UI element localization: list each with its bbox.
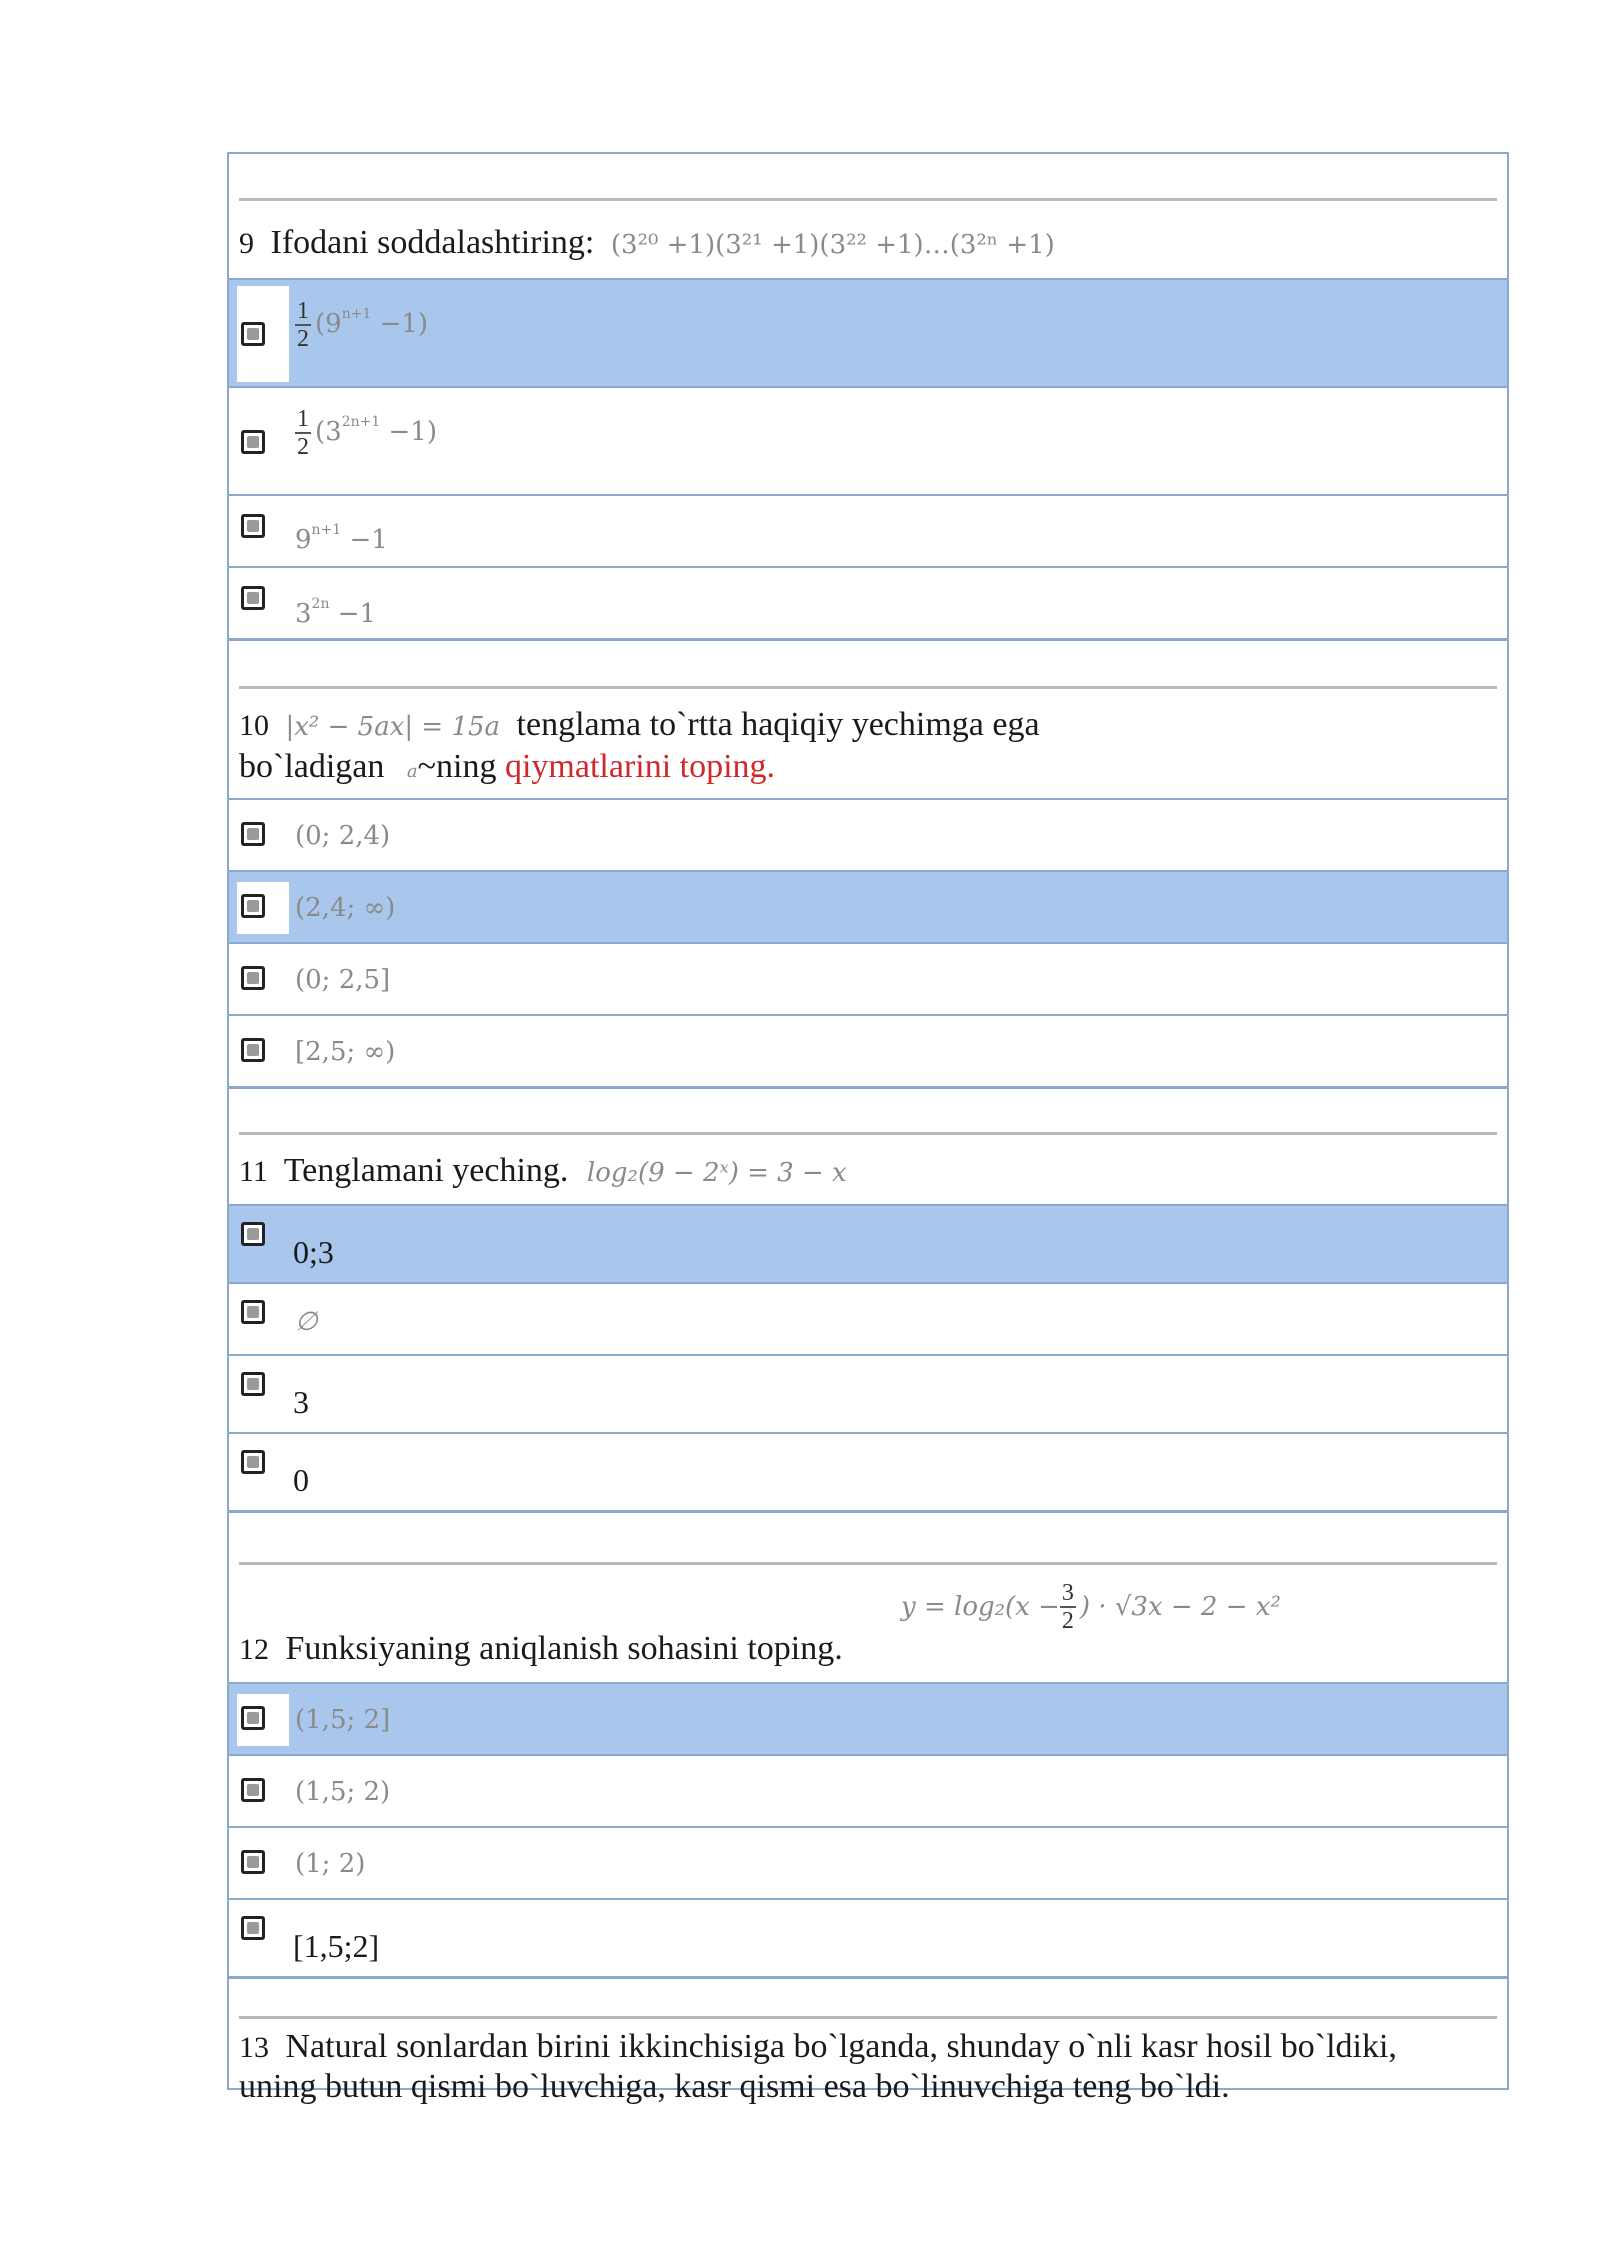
question-10-option-1[interactable]: (0; 2,4) (229, 798, 1507, 870)
radio-icon[interactable] (241, 1038, 265, 1062)
radio-icon[interactable] (241, 430, 265, 454)
question-divider (239, 1562, 1497, 1565)
question-11-text: 11 Tenglamani yeching. log₂(9 − 2ˣ) = 3 − x (239, 1152, 847, 1189)
question-9-option-1[interactable]: $\frac{1}{2}$ $(9^{n+1} -1)$ (229, 278, 1507, 386)
question-12-option-3[interactable]: (1; 2) (229, 1826, 1507, 1898)
test-sheet: 9 Ifodani soddalashtiring: (3²⁰ +1)(3²¹ +1)(3²² +1)…(3²ⁿ +1) $\frac{1}{2}$ $(9^{n+1} -1)$ $\frac{1}{2}$ $(3^{2n+1} -1)$ $9^{n+1} -1$ $3^{2n} -1$ 10 |x² − 5ax| = 15a tenglama to`rtta haqiqiy yechimga ega bo`ladigan a~ning qiymatlarini toping. (0; 2,4) (2,4; ∞) (0; 2,5] [2,5; ∞) 11 Tenglamani yeching. log₂(9 − 2ˣ) = 3 − x 0;3 ∅ 3 0 12 Funksiyaning aniqlanish sohasini toping. y = log₂(x − $\frac{3}{2}$ ) · √3x − 2 − x² (1,5; 2] (1,5; 2) (1; 2) [1,5;2] 13 Natural sonlardan birini ikkinchisiga bo`lganda, shunday o`nli kasr hosil bo`ldiki, uning butun qismi bo`luvchiga, kasr qismi esa bo`linuvchiga teng bo`ldi. (227, 152, 1509, 2090)
question-9-option-3[interactable]: $9^{n+1} -1$ (229, 494, 1507, 566)
question-12-text: 12 Funksiyaning aniqlanish sohasini toping. (239, 1630, 843, 1667)
question-separator (229, 1510, 1507, 1513)
question-divider (239, 198, 1497, 201)
question-9-option-4[interactable]: $3^{2n} -1$ (229, 566, 1507, 638)
question-12-formula: y = log₂(x − $\frac{3}{2}$ ) · √3x − 2 − x² (901, 1580, 1281, 1634)
question-separator (229, 638, 1507, 641)
radio-icon[interactable] (241, 1778, 265, 1802)
question-12-option-1[interactable]: (1,5; 2] (229, 1682, 1507, 1754)
question-10-formula: |x² − 5ax| = 15a (285, 712, 501, 742)
question-9-formula: (3²⁰ +1)(3²¹ +1)(3²² +1)…(3²ⁿ +1) (610, 230, 1055, 260)
question-divider (239, 686, 1497, 689)
radio-icon[interactable] (241, 1916, 265, 1940)
question-9-text: 9 Ifodani soddalashtiring: (3²⁰ +1)(3²¹ +1)(3²² +1)…(3²ⁿ +1) (239, 224, 1055, 261)
question-10-text: 10 |x² − 5ax| = 15a tenglama to`rtta haqiqiy yechimga ega (239, 706, 1040, 743)
radio-icon[interactable] (241, 514, 265, 538)
radio-icon[interactable] (241, 1450, 265, 1474)
radio-icon[interactable] (241, 1222, 265, 1246)
radio-icon[interactable] (241, 1706, 265, 1730)
radio-icon[interactable] (241, 966, 265, 990)
radio-icon[interactable] (241, 894, 265, 918)
question-11-option-4[interactable]: 0 (229, 1432, 1507, 1510)
radio-icon[interactable] (241, 1300, 265, 1324)
radio-icon[interactable] (241, 322, 265, 346)
radio-icon[interactable] (241, 822, 265, 846)
question-13-text: 13 Natural sonlardan birini ikkinchisiga bo`lganda, shunday o`nli kasr hosil bo`ldiki, (239, 2028, 1397, 2065)
question-9-option-2[interactable]: $\frac{1}{2}$ $(3^{2n+1} -1)$ (229, 386, 1507, 494)
question-separator (229, 1976, 1507, 1979)
question-12-option-4[interactable]: [1,5;2] (229, 1898, 1507, 1976)
question-11-option-3[interactable]: 3 (229, 1354, 1507, 1432)
question-11-formula: log₂(9 − 2ˣ) = 3 − x (586, 1158, 847, 1188)
question-12-option-2[interactable]: (1,5; 2) (229, 1754, 1507, 1826)
question-separator (229, 1086, 1507, 1089)
question-11-option-1[interactable]: 0;3 (229, 1204, 1507, 1282)
question-10-option-3[interactable]: (0; 2,5] (229, 942, 1507, 1014)
question-divider (239, 1132, 1497, 1135)
question-10-option-4[interactable]: [2,5; ∞) (229, 1014, 1507, 1086)
radio-icon[interactable] (241, 1372, 265, 1396)
radio-icon[interactable] (241, 1850, 265, 1874)
radio-icon[interactable] (241, 586, 265, 610)
question-11-option-2[interactable]: ∅ (229, 1282, 1507, 1354)
question-10-option-2[interactable]: (2,4; ∞) (229, 870, 1507, 942)
question-divider (239, 2016, 1497, 2019)
